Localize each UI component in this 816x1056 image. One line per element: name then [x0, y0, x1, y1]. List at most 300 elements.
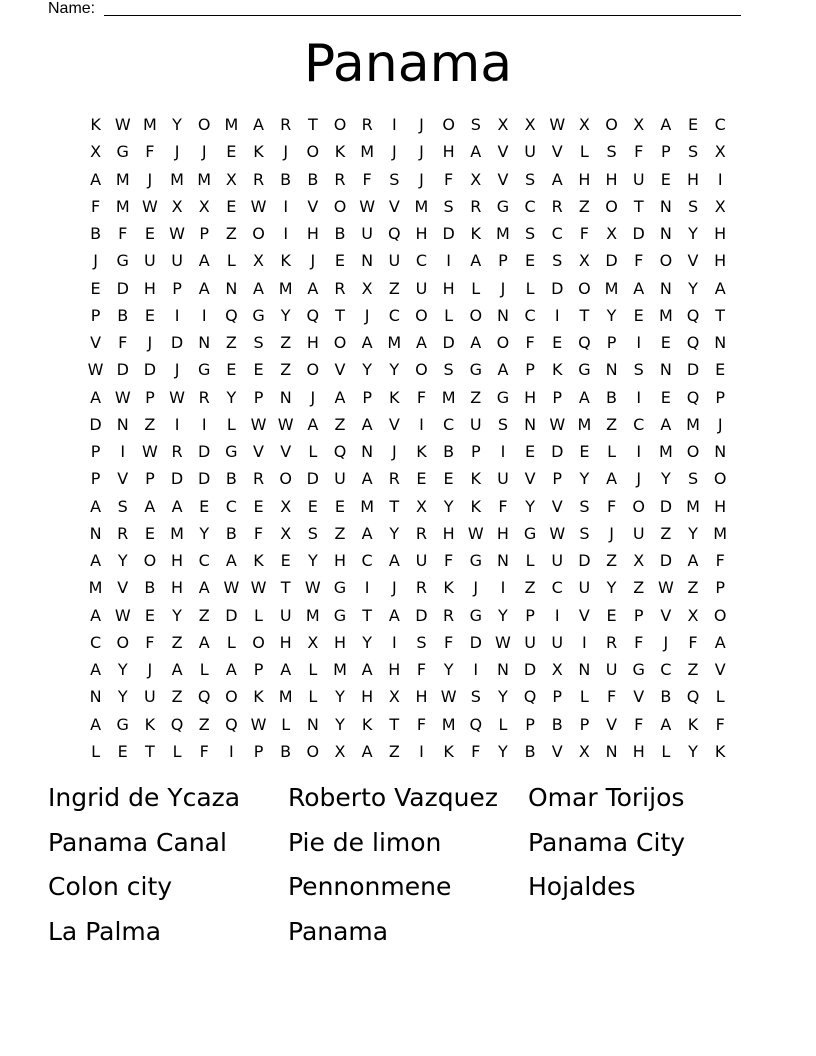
grid-letter: V: [388, 414, 400, 434]
grid-letter: M: [658, 442, 673, 462]
grid-letter: X: [687, 605, 699, 625]
grid-letter: N: [225, 278, 238, 298]
grid-letter: P: [606, 333, 617, 353]
grid-letter: Z: [334, 523, 346, 543]
grid-letter: B: [334, 224, 346, 244]
grid-letter: I: [636, 442, 642, 462]
grid-letter: F: [444, 169, 454, 189]
grid-letter: V: [606, 714, 618, 734]
grid-letter: H: [388, 660, 401, 680]
grid-letter: C: [551, 224, 563, 244]
grid-letter: R: [443, 605, 455, 625]
grid-letter: D: [89, 414, 102, 434]
grid-row: [82, 547, 734, 574]
grid-letter: A: [606, 469, 618, 489]
grid-letter: F: [145, 632, 155, 652]
word-list-item: Ingrid de Ycaza: [48, 783, 241, 812]
grid-letter: A: [253, 115, 264, 135]
grid-letter: C: [551, 578, 563, 598]
grid-letter: Y: [307, 551, 318, 571]
grid-letter: Q: [333, 442, 347, 462]
grid-letter: N: [659, 278, 672, 298]
grid-letter: Y: [172, 115, 182, 135]
grid-letter: V: [714, 660, 726, 680]
grid-letter: Z: [388, 278, 400, 298]
grid-row: [82, 574, 734, 601]
grid-letter: J: [663, 632, 669, 652]
grid-letter: S: [525, 224, 536, 244]
grid-letter: F: [579, 224, 589, 244]
grid-letter: Z: [171, 632, 183, 652]
grid-letter: D: [143, 360, 157, 380]
grid-letter: W: [359, 196, 376, 216]
grid-letter: V: [307, 196, 319, 216]
grid-letter: X: [253, 251, 264, 271]
grid-letter: C: [443, 414, 455, 434]
grid-row: [82, 629, 734, 656]
grid-letter: S: [389, 169, 400, 189]
grid-letter: H: [442, 523, 455, 543]
grid-letter: X: [307, 632, 319, 652]
grid-letter: O: [496, 333, 510, 353]
grid-letter: I: [391, 115, 397, 135]
grid-letter: P: [579, 714, 590, 734]
grid-letter: J: [419, 169, 424, 189]
grid-letter: E: [144, 605, 155, 625]
grid-letter: T: [145, 741, 155, 761]
grid-letter: K: [470, 224, 482, 244]
grid-letter: E: [443, 469, 454, 489]
grid-letter: O: [442, 115, 455, 135]
grid-letter: J: [636, 469, 642, 489]
name-label: Name:: [48, 0, 96, 17]
grid-letter: V: [117, 578, 129, 598]
grid-letter: E: [606, 605, 617, 625]
grid-letter: F: [145, 142, 155, 162]
grid-letter: S: [443, 196, 454, 216]
grid-letter: H: [632, 741, 645, 761]
grid-letter: C: [198, 551, 210, 571]
grid-row: [82, 711, 734, 738]
grid-letter: O: [469, 305, 483, 325]
grid-letter: C: [660, 660, 672, 680]
grid-letter: W: [141, 196, 158, 216]
grid-letter: T: [362, 605, 373, 625]
grid-letter: M: [170, 169, 184, 189]
grid-letter: A: [633, 278, 645, 298]
word-list-item: La Palma: [48, 916, 162, 946]
grid-letter: C: [361, 551, 373, 571]
grid-letter: U: [578, 578, 591, 598]
grid-letter: F: [471, 741, 481, 761]
grid-letter: G: [523, 523, 537, 543]
grid-letter: J: [310, 251, 316, 271]
grid-letter: K: [470, 496, 482, 516]
grid-letter: H: [714, 496, 727, 516]
grid-letter: A: [660, 115, 672, 135]
grid-letter: M: [142, 115, 157, 135]
grid-letter: W: [549, 523, 566, 543]
grid-letter: A: [470, 251, 482, 271]
grid-letter: P: [525, 360, 535, 380]
grid-letter: L: [444, 305, 454, 325]
grid-letter: F: [199, 741, 209, 761]
grid-letter: P: [145, 387, 155, 407]
grid-letter: D: [442, 224, 455, 244]
grid-letter: V: [334, 360, 346, 380]
grid-letter: A: [307, 414, 319, 434]
grid-letter: U: [551, 632, 564, 652]
grid-letter: Z: [280, 333, 292, 353]
grid-letter: M: [604, 278, 619, 298]
grid-letter: S: [606, 142, 617, 162]
grid-letter: X: [524, 115, 536, 135]
grid-letter: N: [279, 387, 292, 407]
grid-letter: H: [333, 551, 346, 571]
grid-letter: C: [89, 632, 102, 652]
grid-letter: O: [686, 442, 700, 462]
grid-letter: V: [90, 333, 102, 353]
grid-letter: F: [606, 687, 617, 707]
grid-letter: Q: [686, 305, 700, 325]
grid-letter: G: [116, 142, 129, 162]
grid-letter: D: [225, 605, 238, 625]
grid-letter: N: [496, 305, 509, 325]
grid-letter: X: [633, 551, 645, 571]
grid-letter: E: [715, 360, 726, 380]
grid-letter: I: [500, 578, 506, 598]
word-list-item: Panama Canal: [48, 827, 227, 857]
grid-letter: E: [144, 305, 155, 325]
grid-letter: H: [279, 632, 292, 652]
grid-letter: Z: [334, 414, 346, 434]
grid-letter: J: [419, 115, 424, 135]
grid-letter: D: [170, 333, 184, 353]
grid-letter: R: [415, 523, 428, 543]
grid-letter: I: [554, 605, 560, 625]
grid-row: [82, 683, 734, 710]
grid-letter: R: [470, 196, 482, 216]
grid-letter: H: [442, 142, 455, 162]
grid-letter: J: [391, 442, 397, 462]
grid-letter: G: [333, 605, 347, 625]
grid-letter: Q: [469, 714, 483, 734]
grid-letter: F: [118, 333, 128, 353]
grid-letter: V: [551, 142, 563, 162]
grid-letter: O: [197, 115, 211, 135]
grid-letter: H: [333, 632, 346, 652]
grid-letter: Y: [362, 632, 373, 652]
grid-letter: H: [714, 224, 727, 244]
grid-letter: B: [144, 578, 156, 598]
grid-letter: E: [525, 251, 536, 271]
grid-row: [82, 438, 734, 465]
grid-letter: J: [201, 142, 207, 162]
grid-letter: M: [170, 523, 184, 543]
grid-letter: H: [442, 278, 455, 298]
grid-letter: N: [361, 251, 374, 271]
grid-letter: F: [416, 387, 427, 407]
grid-letter: H: [415, 224, 428, 244]
grid-letter: K: [253, 687, 264, 707]
grid-letter: D: [415, 605, 428, 625]
grid-letter: K: [443, 741, 454, 761]
grid-letter: L: [498, 714, 508, 734]
grid-letter: P: [552, 687, 563, 707]
grid-letter: P: [715, 578, 725, 598]
grid-letter: W: [169, 387, 185, 407]
grid-letter: K: [714, 741, 726, 761]
grid-letter: A: [198, 251, 210, 271]
grid-letter: K: [687, 714, 699, 734]
grid-letter: M: [496, 224, 510, 244]
grid-letter: A: [144, 496, 156, 516]
grid-letter: O: [225, 687, 238, 707]
word-list-item: Omar Torijos: [528, 783, 685, 812]
grid-letter: L: [308, 442, 318, 462]
grid-letter: J: [283, 142, 289, 162]
grid-letter: X: [606, 224, 618, 244]
grid-letter: Q: [686, 333, 700, 353]
grid-letter: Z: [687, 660, 699, 680]
grid-letter: O: [306, 142, 320, 162]
grid-letter: A: [171, 660, 183, 680]
grid-letter: U: [415, 278, 428, 298]
grid-letter: L: [525, 278, 535, 298]
grid-letter: W: [495, 632, 511, 652]
grid-letter: I: [201, 305, 207, 325]
grid-letter: Z: [633, 578, 645, 598]
grid-letter: A: [470, 333, 482, 353]
grid-letter: N: [116, 414, 129, 434]
grid-letter: X: [171, 196, 183, 216]
grid-letter: A: [361, 660, 373, 680]
grid-letter: R: [361, 115, 373, 135]
grid-letter: V: [497, 169, 509, 189]
grid-letter: X: [90, 142, 102, 162]
grid-row: [82, 329, 734, 356]
grid-row: [82, 138, 734, 165]
grid-letter: K: [389, 387, 400, 407]
grid-letter: E: [334, 251, 346, 271]
grid-letter: W: [114, 605, 131, 625]
word-list-item: Panama City: [528, 827, 686, 857]
grid-letter: E: [660, 333, 671, 353]
grid-letter: I: [446, 251, 451, 271]
grid-letter: E: [660, 169, 671, 189]
grid-letter: Z: [687, 578, 699, 598]
grid-letter: C: [524, 305, 536, 325]
grid-letter: R: [415, 578, 428, 598]
grid-letter: V: [578, 605, 590, 625]
grid-letter: F: [444, 632, 454, 652]
grid-letter: M: [224, 115, 239, 135]
grid-letter: Z: [470, 387, 482, 407]
grid-letter: W: [549, 414, 566, 434]
grid-letter: R: [252, 169, 265, 189]
grid-letter: G: [469, 605, 482, 625]
letter-grid: [82, 111, 734, 765]
grid-letter: P: [90, 469, 101, 489]
grid-letter: Y: [660, 469, 671, 489]
grid-letter: N: [714, 442, 727, 462]
grid-letter: G: [333, 578, 347, 598]
grid-letter: A: [415, 333, 427, 353]
grid-letter: F: [634, 714, 644, 734]
word-list: [48, 776, 768, 954]
grid-letter: I: [174, 305, 180, 325]
grid-letter: Y: [525, 496, 535, 516]
grid-letter: B: [90, 224, 102, 244]
grid-letter: M: [115, 169, 130, 189]
grid-letter: X: [714, 196, 726, 216]
grid-letter: E: [226, 360, 237, 380]
grid-letter: E: [579, 442, 590, 462]
grid-letter: W: [87, 360, 104, 380]
grid-letter: L: [308, 660, 318, 680]
grid-letter: U: [469, 414, 482, 434]
grid-letter: A: [90, 496, 102, 516]
grid-letter: B: [307, 169, 319, 189]
grid-letter: O: [605, 115, 618, 135]
grid-letter: R: [334, 169, 346, 189]
grid-letter: D: [659, 496, 673, 516]
grid-letter: D: [306, 469, 319, 489]
grid-letter: Z: [225, 224, 237, 244]
grid-letter: X: [497, 115, 509, 135]
grid-letter: R: [198, 387, 210, 407]
grid-letter: G: [496, 196, 510, 216]
grid-letter: F: [634, 142, 644, 162]
grid-letter: U: [632, 169, 645, 189]
grid-letter: Q: [170, 714, 184, 734]
grid-letter: M: [387, 333, 402, 353]
grid-letter: N: [659, 196, 672, 216]
grid-letter: T: [633, 196, 644, 216]
grid-letter: I: [283, 224, 289, 244]
grid-letter: D: [442, 333, 455, 353]
grid-letter: V: [117, 469, 129, 489]
grid-letter: H: [171, 551, 184, 571]
grid-letter: X: [225, 169, 237, 189]
grid-letter: R: [171, 442, 183, 462]
grid-letter: T: [389, 714, 400, 734]
grid-row: [82, 602, 734, 629]
grid-letter: X: [578, 115, 590, 135]
grid-letter: U: [171, 251, 183, 271]
grid-letter: B: [551, 714, 563, 734]
grid-letter: A: [90, 714, 102, 734]
grid-letter: A: [90, 169, 102, 189]
grid-letter: Y: [389, 523, 400, 543]
grid-letter: N: [496, 660, 509, 680]
grid-letter: I: [636, 387, 642, 407]
grid-letter: A: [388, 551, 400, 571]
grid-letter: H: [143, 278, 156, 298]
grid-letter: S: [117, 496, 128, 516]
grid-letter: F: [253, 523, 264, 543]
grid-letter: T: [280, 578, 291, 598]
grid-letter: Q: [225, 305, 238, 325]
grid-letter: G: [252, 305, 265, 325]
grid-letter: O: [632, 496, 645, 516]
grid-letter: L: [607, 442, 616, 462]
grid-letter: Q: [686, 687, 700, 707]
grid-letter: Z: [388, 741, 400, 761]
grid-letter: G: [632, 660, 645, 680]
grid-letter: Y: [389, 360, 400, 380]
grid-letter: M: [686, 414, 700, 434]
grid-letter: N: [361, 442, 374, 462]
grid-letter: I: [500, 442, 506, 462]
grid-letter: H: [714, 251, 727, 271]
grid-letter: R: [551, 196, 563, 216]
grid-letter: A: [388, 605, 400, 625]
grid-letter: W: [467, 523, 484, 543]
grid-letter: M: [658, 305, 673, 325]
grid-letter: V: [253, 442, 264, 462]
grid-letter: U: [144, 251, 156, 271]
grid-letter: L: [172, 741, 182, 761]
grid-letter: O: [333, 333, 347, 353]
grid-letter: K: [253, 142, 264, 162]
grid-letter: Y: [688, 224, 698, 244]
grid-row: [82, 275, 734, 302]
grid-letter: Y: [117, 551, 128, 571]
grid-letter: E: [199, 496, 210, 516]
grid-letter: F: [90, 196, 101, 216]
grid-letter: J: [147, 169, 153, 189]
grid-letter: N: [524, 414, 537, 434]
word-list-item: Panama: [288, 916, 389, 946]
grid-letter: J: [500, 278, 506, 298]
grid-letter: L: [715, 687, 725, 707]
grid-letter: M: [88, 578, 103, 598]
grid-letter: Q: [686, 387, 700, 407]
grid-letter: W: [141, 442, 158, 462]
grid-letter: T: [389, 496, 400, 516]
grid-letter: R: [117, 523, 129, 543]
grid-letter: I: [554, 305, 560, 325]
grid-letter: G: [578, 360, 591, 380]
grid-letter: W: [440, 687, 457, 707]
grid-letter: L: [525, 551, 535, 571]
grid-row: [82, 356, 734, 383]
grid-letter: S: [687, 469, 699, 489]
grid-letter: Q: [578, 333, 591, 353]
grid-letter: U: [279, 605, 292, 625]
grid-letter: Z: [144, 414, 156, 434]
grid-row: [82, 738, 734, 765]
grid-letter: I: [473, 660, 479, 680]
grid-letter: J: [364, 305, 370, 325]
grid-letter: F: [118, 224, 128, 244]
grid-letter: Y: [443, 660, 454, 680]
grid-letter: D: [578, 551, 591, 571]
grid-row: [82, 193, 734, 220]
grid-letter: B: [660, 687, 672, 707]
grid-letter: M: [577, 414, 592, 434]
grid-letter: Q: [388, 224, 401, 244]
grid-letter: I: [283, 196, 289, 216]
grid-letter: D: [605, 251, 618, 271]
grid-letter: A: [90, 387, 102, 407]
grid-letter: F: [715, 551, 725, 571]
grid-letter: U: [415, 551, 428, 571]
grid-letter: U: [361, 224, 373, 244]
grid-letter: Z: [524, 578, 536, 598]
grid-row: [82, 656, 734, 683]
